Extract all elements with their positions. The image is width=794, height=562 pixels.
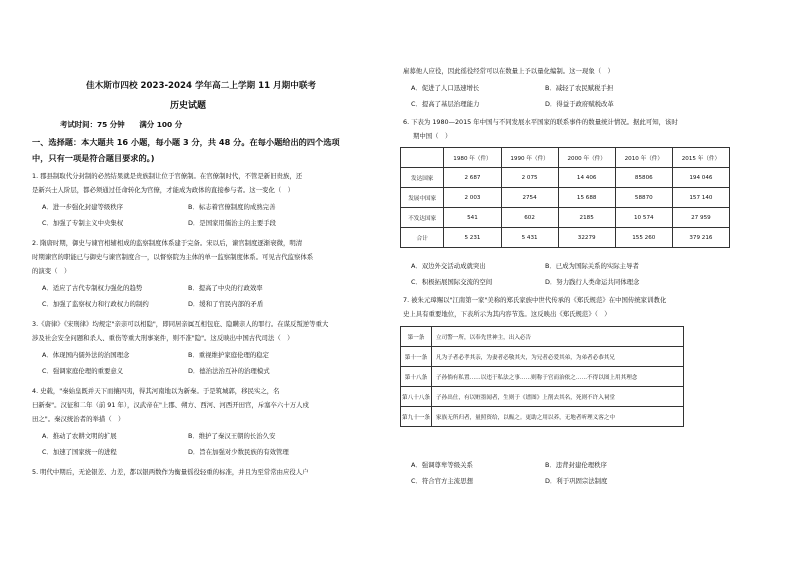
table-row	[401, 228, 730, 248]
table-cell: 立司警一所，以奉先世神主，出入必告	[432, 327, 684, 347]
option-c[interactable]: C．加强了专制主义中央集权	[42, 219, 124, 227]
table-cell: 541	[444, 208, 501, 228]
option-b[interactable]: B．维护了秦汉王朝的长治久安	[188, 432, 276, 440]
table-cell: 15 688	[558, 188, 615, 208]
question-text: 3.《唐律》《宋刑律》均规定"亲亲可以相隐"，即同居亲属互相包庇、隐瞒亲人的罪行。在谋反叛逆等重大	[32, 320, 329, 328]
table-cell: 27 959	[672, 208, 729, 228]
option-c[interactable]: C．提高了基层治理能力	[411, 100, 480, 108]
table-row	[401, 327, 684, 347]
exam-title: 佳木斯市四校 2023-2024 学年高二上学期 11 月期中联考	[86, 81, 317, 91]
question-text: 1. 郡县制取代分封制的必然结果就是贵族制让位于官僚制。在官僚制时代，不管是新旧贵族，还	[32, 172, 303, 180]
table-cell: 5 431	[501, 228, 558, 248]
question-text: 雇募他人应役，因此徭役经常可以在数量上予以量化编制。这一现象（ ）	[403, 67, 614, 75]
table-header-cell: 2000 年（件）	[558, 148, 615, 168]
section-heading-line1: 一、选择题：本大题共 16 小题，每小题 3 分，共 48 分。在每小题给出的四个选项	[32, 137, 340, 147]
question-text: 的演变（ ）	[32, 267, 71, 275]
option-b[interactable]: B．违背封建伦理秩序	[545, 461, 607, 469]
table-row	[401, 407, 684, 427]
table-cell: 14 406	[558, 168, 615, 188]
table-header-row	[401, 148, 730, 168]
table-cell: 凡为子者必孝其亲，为妻者必敬其夫，为兄者必爱其弟，为弟者必恭其兄	[432, 347, 684, 367]
table-header-cell: 1980 年（件）	[444, 148, 501, 168]
table-cell: 2754	[501, 188, 558, 208]
option-c[interactable]: C．积极拓展国际交流的空间	[411, 278, 493, 286]
question-text: 6. 下表为 1980—2015 年中国与不同发展水平国家的联系事件的数量统计情况。据此可知，该时	[403, 118, 678, 126]
table-cell: 2 075	[501, 168, 558, 188]
table-cell: 子孙倘有私置……以违于私法之事……则称于官而治依之……不得以图上用其理念	[432, 367, 684, 387]
table-header-cell: 2015 年（件）	[672, 148, 729, 168]
subject-title: 历史试题	[170, 101, 207, 111]
option-c[interactable]: C．符合官方主流思想	[411, 477, 473, 485]
option-a[interactable]: A．进一步强化封建等级秩序	[42, 203, 124, 211]
question-text: 是新兴士人阶层，都必须通过任命转化为官僚，才能成为政体的直接参与者。这一变化（ ）	[32, 186, 295, 194]
table-row	[401, 168, 730, 188]
option-d[interactable]: D．努力践行人类命运共同体理念	[545, 278, 640, 286]
option-d[interactable]: D．是国家用儒治主的主要手段	[188, 219, 276, 227]
question-text: 田之"。秦汉统治者的举措（ ）	[32, 415, 125, 423]
question-text: 4. 史载，"秦始皇既并天下而攘四夷，得其河南地以为新秦。于是筑城郭，移民实之，名	[32, 387, 280, 395]
table-cell: 155 260	[615, 228, 672, 248]
table-cell: 157 140	[672, 188, 729, 208]
table-row	[401, 208, 730, 228]
question-text: 史上具有重要地位，下表所示为其内容节选。这反映出《郑氏规范》（ ）	[403, 310, 611, 318]
table-cell: 不发达国家	[401, 208, 444, 228]
table-cell: 194 046	[672, 168, 729, 188]
table-row	[401, 387, 684, 407]
data-table	[400, 147, 730, 248]
table-cell: 602	[501, 208, 558, 228]
table-cell: 家族无所归者，量照资给，以赈之。更助之用以养，无地者听理义客之中	[432, 407, 684, 427]
option-b[interactable]: B．重视维护家庭伦理的稳定	[188, 351, 270, 359]
option-a[interactable]: A．促进了人口迅速增长	[411, 84, 480, 92]
option-b[interactable]: B．提高了中央的行政效率	[188, 284, 263, 292]
option-c[interactable]: C．加强了监察权力和行政权力的制约	[42, 300, 149, 308]
table-cell: 32279	[558, 228, 615, 248]
option-a[interactable]: A．体现国内儒外法的治国理念	[42, 351, 130, 359]
table-row	[401, 188, 730, 208]
option-d[interactable]: D．得益于政府赋税改革	[545, 100, 614, 108]
table-cell: 85806	[615, 168, 672, 188]
table-cell: 2 003	[444, 188, 501, 208]
table-header-cell: 1990 年（件）	[501, 148, 558, 168]
table-cell: 58870	[615, 188, 672, 208]
question-text: 时期谏官的职能已与御史与谏官制度合一，以督察院为主体的单一监察制度体系。可见古代监察体系	[32, 253, 314, 261]
option-c[interactable]: C．加速了国家统一的进程	[42, 448, 117, 456]
question-text: 涉及社会安全问题和杀人、重伤等重大刑事案件，则不准"隐"。这反映出中国古代司法（ ）	[32, 334, 294, 342]
table-cell: 2185	[558, 208, 615, 228]
option-a[interactable]: A．双边外交活动成就突出	[411, 262, 486, 270]
option-b[interactable]: B．标志着官僚制度的成熟完善	[188, 203, 276, 211]
option-a[interactable]: A．强调尊卑等级关系	[411, 461, 473, 469]
question-text: 曰新秦"。汉征和二年（前 91 年），汉武帝在"上郡、朔方、西河、河西开田官，斥塞卒六十万人戍	[32, 401, 309, 409]
table-cell: 第一条	[401, 327, 432, 347]
option-d[interactable]: D．利于巩固宗法制度	[545, 477, 608, 485]
option-c[interactable]: C．强调家庭伦理的重要意义	[42, 367, 124, 375]
rules-table	[400, 326, 684, 427]
option-d[interactable]: D．旨在加强对少数民族的有效管理	[188, 448, 289, 456]
table-cell: 第十一条	[401, 347, 432, 367]
table-cell: 379 216	[672, 228, 729, 248]
option-b[interactable]: B．减轻了农民赋税手担	[545, 84, 614, 92]
table-row	[401, 367, 684, 387]
question-text: 期中国（ ）	[413, 132, 452, 140]
option-a[interactable]: A．适应了古代专制权力强化的趋势	[42, 284, 143, 292]
question-text: 5. 明代中期后，无论银差、力差，都以银两数作为衡量徭役轻重的标准，并且为至常常由应役人户	[32, 468, 309, 476]
question-text: 2. 隋唐时期，御史与谏官相辅相成的监察制度体系建于完备。宋以后，谏官制度逐渐衰微，明清	[32, 239, 303, 247]
table-cell: 第八十八条	[401, 387, 432, 407]
table-cell: 第九十一条	[401, 407, 432, 427]
table-cell: 10 574	[615, 208, 672, 228]
option-b[interactable]: B．已成为国际关系的实际主导者	[545, 262, 639, 270]
exam-meta: 考试时间：75 分钟 满分 100 分	[60, 120, 183, 129]
option-d[interactable]: D．缓和了官民内部的矛盾	[188, 300, 264, 308]
table-cell: 发达国家	[401, 168, 444, 188]
option-d[interactable]: D．德治法治互补的治理模式	[188, 367, 270, 375]
table-header-cell	[401, 148, 444, 168]
table-cell: 发展中国家	[401, 188, 444, 208]
table-cell: 第十八条	[401, 367, 432, 387]
table-cell: 2 687	[444, 168, 501, 188]
section-heading-line2: 中，只有一项是符合题目要求的。)	[32, 153, 155, 163]
option-a[interactable]: A．推动了农耕文明的扩展	[42, 432, 117, 440]
table-cell: 子孙出仕，有以赃墨闻者，生则于《谱图》上削去其名，死则不许入祠堂	[432, 387, 684, 407]
table-header-cell: 2010 年（件）	[615, 148, 672, 168]
table-cell: 5 231	[444, 228, 501, 248]
table-cell: 合计	[401, 228, 444, 248]
table-row	[401, 347, 684, 367]
question-text: 7. 被朱元璋赐以"江南第一家"美称的郑氏家族中世代传承的《郑氏规范》在中国传统家训教化	[403, 296, 667, 304]
